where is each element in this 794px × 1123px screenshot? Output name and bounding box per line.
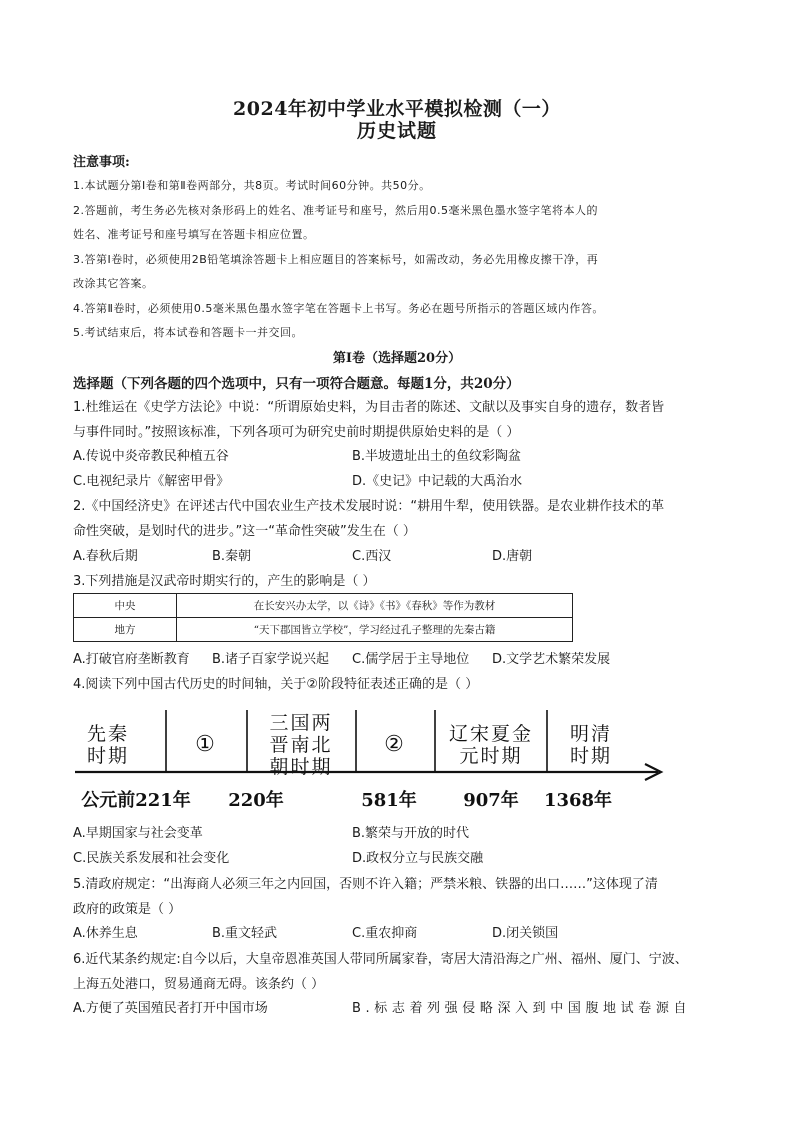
option-a[interactable]: A.休养生息 [73,926,138,941]
question-1-options-row2 [73,470,733,495]
question-text: 上海五处港口，贸易通商无碍。该条约（ ） [73,977,325,992]
option-d[interactable]: D.政权分立与民族交融 [352,851,484,866]
question-4 [73,672,733,697]
notes-heading: 注意事项: [73,155,130,170]
notes-list [73,174,733,346]
timeline-segment-label: 先秦 [86,723,130,745]
question-text: 1.杜维运在《史学方法论》中说：“所谓原始史料，为目击者的陈述、文献以及事实自身的遗存，数者皆 [73,400,665,415]
option-c[interactable]: C.民族关系发展和社会变化 [73,851,230,866]
option-d[interactable]: D.文学艺术繁荣发展 [492,652,611,667]
section-instruction: 选择题（下列各题的四个选项中，只有一项符合题意。每题1分，共20分） [73,376,520,392]
option-b[interactable]: B.重文轻武 [212,926,278,941]
question-5-options [73,922,733,947]
exam-title: 2024年初中学业水平模拟检测（一） [233,98,561,120]
timeline-segment-label: ② [384,732,406,757]
table-cell: 地方 [74,618,177,642]
timeline-dates [81,789,612,811]
table-cell: 中央 [74,594,177,618]
question-1 [73,395,733,445]
option-d[interactable]: D.唐朝 [492,549,533,564]
question-text: 6.近代某条约规定:自今以后，大皇帝恩准英国人带同所属家眷，寄居大清沿海之广州、福州、厦门、宁波、 [73,952,688,967]
question-4-options-row1 [73,822,733,847]
timeline-date-label: 581年 [361,790,417,811]
option-c[interactable]: C.西汉 [352,549,392,564]
question-4-options-row2 [73,847,733,872]
note-line: 5.考试结束后，将本试卷和答题卡一并交回。 [73,326,303,339]
option-c[interactable]: C.儒学居于主导地位 [352,652,470,667]
option-d[interactable]: D.《史记》中记载的大禹治水 [352,474,523,489]
timeline-date-label: 1368年 [543,790,613,811]
question-text: 政府的政策是（ ） [73,902,182,917]
timeline-date-label: 公元前221年 [81,790,191,811]
note-line: 4.答第Ⅱ卷时，必须使用0.5毫米黑色墨水签字笔在答题卡上书写。务必在题号所指示的答题区域内作答。 [73,301,604,315]
note-line: 改涂其它答案。 [73,277,154,290]
note-line: 1.本试题分第Ⅰ卷和第Ⅱ卷两部分，共8页。考试时间60分钟。共50分。 [73,179,431,192]
option-c[interactable]: C.电视纪录片《解密甲骨》 [73,474,230,489]
question-1-options-row1 [73,445,733,470]
question-text: 与事件同时。”按照该标准，下列各项可为研究史前时期提供原始史料的是（ ） [73,425,520,440]
timeline-segment-label: ① [195,732,217,757]
section-heading: 第Ⅰ卷（选择题20分） [332,351,462,366]
question-3 [73,569,733,594]
note-line: 姓名、准考证号和座号填写在答题卡相应位置。 [73,228,315,241]
option-a[interactable]: A.春秋后期 [73,549,138,564]
note-line: 3.答第Ⅰ卷时，必须使用2B铅笔填涂答题卡上相应题目的答案标号，如需改动，务必先用橡皮擦干净，再 [73,252,599,266]
question-text: 命性突破，是划时代的进步。”这一“革命性突破”发生在（ ） [73,524,416,539]
question-text: 4.阅读下列中国古代历史的时间轴，关于②阶段特征表述正确的是（ ） [73,677,479,692]
option-b[interactable]: B.繁荣与开放的时代 [352,826,470,841]
note-line: 2.答题前，考生务必先核对条形码上的姓名、准考证号和座号，然后用0.5毫米黑色墨水签字笔将本人的 [73,203,598,217]
option-d[interactable]: D.闭关锁国 [492,926,559,941]
exam-subtitle: 历史试题 [356,120,437,142]
option-b[interactable]: B.诸子百家学说兴起 [212,652,330,667]
question-text: 5.清政府规定：“出海商人必须三年之内回国，否则不许入籍；严禁米粮、铁器的出口……”这体现了清 [73,877,658,892]
option-b[interactable]: B.半坡遗址出土的鱼纹彩陶盆 [352,449,522,464]
table-cell: 在长安兴办太学，以《诗》《书》《春秋》等作为教材 [177,594,573,618]
timeline-segment-label: 明清 [569,723,613,745]
table-row [74,594,573,618]
question-5 [73,872,733,922]
question-text: 2.《中国经济史》在评述古代中国农业生产技术发展时说：“耕用牛犁，使用铁器。是农业耕作技术的革 [73,499,665,514]
timeline-segment-label: 时期 [86,745,130,767]
timeline-segment-label: 朝时期 [269,756,333,778]
question-3-options [73,648,733,673]
timeline-date-label: 220年 [228,790,284,811]
option-c[interactable]: C.重农抑商 [352,926,418,941]
question-2 [73,494,733,544]
question-text: 3.下列措施是汉武帝时期实行的，产生的影响是（ ） [73,574,376,589]
option-a[interactable]: A.方便了英国殖民者打开中国市场 [73,1001,268,1016]
option-a[interactable]: A.早期国家与社会变革 [73,826,203,841]
question-2-options [73,545,733,570]
question-3-table [73,593,573,642]
question-6 [73,947,733,997]
table-cell: “天下郡国皆立学校”，学习经过孔子整理的先秦古籍 [177,618,573,642]
timeline-date-label: 907年 [463,790,519,811]
option-a[interactable]: A.传说中炎帝教民种植五谷 [73,449,229,464]
table-row [74,618,573,642]
timeline-segment-label: 晋南北 [269,734,333,756]
timeline-segment-label: 辽宋夏金 [448,723,534,745]
timeline-segment-label: 元时期 [459,745,523,767]
option-b[interactable]: B.标志着列强侵略深入到中国腹地试卷源自 [352,1001,692,1016]
history-timeline [73,698,673,816]
timeline-segment-label: 时期 [569,745,613,767]
question-6-options [73,997,733,1022]
option-b[interactable]: B.秦朝 [212,549,252,564]
timeline-segment-label: 三国两 [269,712,333,734]
option-a[interactable]: A.打破官府垄断教育 [73,652,190,667]
